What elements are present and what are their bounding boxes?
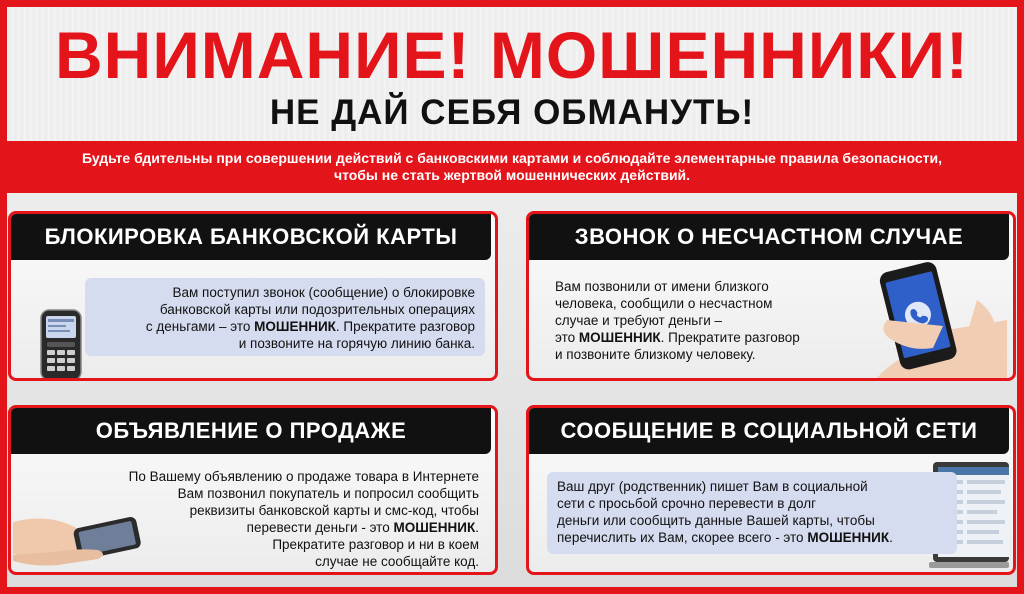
card-sale-ad bbox=[8, 405, 498, 575]
card-social-message bbox=[526, 405, 1016, 575]
card-title: СООБЩЕНИЕ В СОЦИАЛЬНОЙ СЕТИ bbox=[529, 408, 1009, 454]
card-line: случае не сообщайте код. bbox=[315, 554, 479, 569]
smartphone-call-icon bbox=[857, 260, 1007, 378]
card-line: Ваш друг (родственник) пишет Вам в социальной bbox=[557, 479, 868, 494]
card-line: Вам позвонили от имени близкого bbox=[555, 279, 769, 294]
card-accident-call bbox=[526, 211, 1016, 381]
notice-line-2: чтобы не стать жертвой мошеннических действий. bbox=[333, 167, 691, 183]
card-line: Прекратите разговор и ни в коем bbox=[272, 537, 479, 552]
card-line: перечислить их Вам, скорее всего - это МОШЕННИК. bbox=[557, 530, 893, 545]
fraud-keyword: МОШЕННИК bbox=[393, 520, 476, 535]
card-line: с деньгами – это МОШЕННИК. Прекратите разговор bbox=[145, 319, 475, 334]
poster-header bbox=[7, 7, 1017, 141]
feature-phone-icon bbox=[39, 308, 83, 381]
card-line: Вам поступил звонок (сообщение) о блокировке bbox=[172, 285, 475, 300]
warning-notice bbox=[7, 141, 1017, 193]
fraud-keyword: МОШЕННИК bbox=[807, 530, 890, 545]
card-text bbox=[71, 468, 479, 570]
card-line: человека, сообщили о несчастном bbox=[555, 296, 773, 311]
card-line: и позвоните близкому человеку. bbox=[555, 347, 756, 362]
card-line: это МОШЕННИК. Прекратите разговор bbox=[555, 330, 800, 345]
card-text bbox=[85, 278, 485, 356]
card-line: сети с просьбой срочно перевести в долг bbox=[557, 496, 817, 511]
fraud-keyword: МОШЕННИК bbox=[254, 319, 336, 334]
card-title: БЛОКИРОВКА БАНКОВСКОЙ КАРТЫ bbox=[11, 214, 491, 260]
fraud-keyword: МОШЕННИК bbox=[578, 330, 661, 345]
card-line: По Вашему объявлению о продаже товара в Интернете bbox=[128, 469, 479, 484]
poster-subtitle: НЕ ДАЙ СЕБЯ ОБМАНУТЬ! bbox=[269, 93, 755, 132]
card-line: реквизиты банковской карты и смс-код, чтобы bbox=[189, 503, 479, 518]
notice-line-1: Будьте бдительны при совершении действий с банковскими картами и соблюдайте элементарные правила безопасности, bbox=[81, 150, 943, 166]
card-line: и позвоните на горячую линию банка. bbox=[238, 336, 475, 351]
card-line: Вам позвонил покупатель и попросил сообщить bbox=[177, 486, 479, 501]
card-line: перевести деньги - это МОШЕННИК. bbox=[246, 520, 479, 535]
card-title: ОБЪЯВЛЕНИЕ О ПРОДАЖЕ bbox=[11, 408, 491, 454]
card-text bbox=[547, 472, 957, 554]
card-card-block bbox=[8, 211, 498, 381]
card-line: случае и требуют деньги – bbox=[555, 313, 723, 328]
card-line: банковской карты или подозрительных операциях bbox=[159, 302, 475, 317]
poster-title: ВНИМАНИЕ! МОШЕННИКИ! bbox=[55, 18, 969, 92]
card-line: деньги или сообщить данные Вашей карты, чтобы bbox=[557, 513, 875, 528]
card-title: ЗВОНОК О НЕСЧАСТНОМ СЛУЧАЕ bbox=[529, 214, 1009, 260]
card-text bbox=[555, 278, 875, 363]
